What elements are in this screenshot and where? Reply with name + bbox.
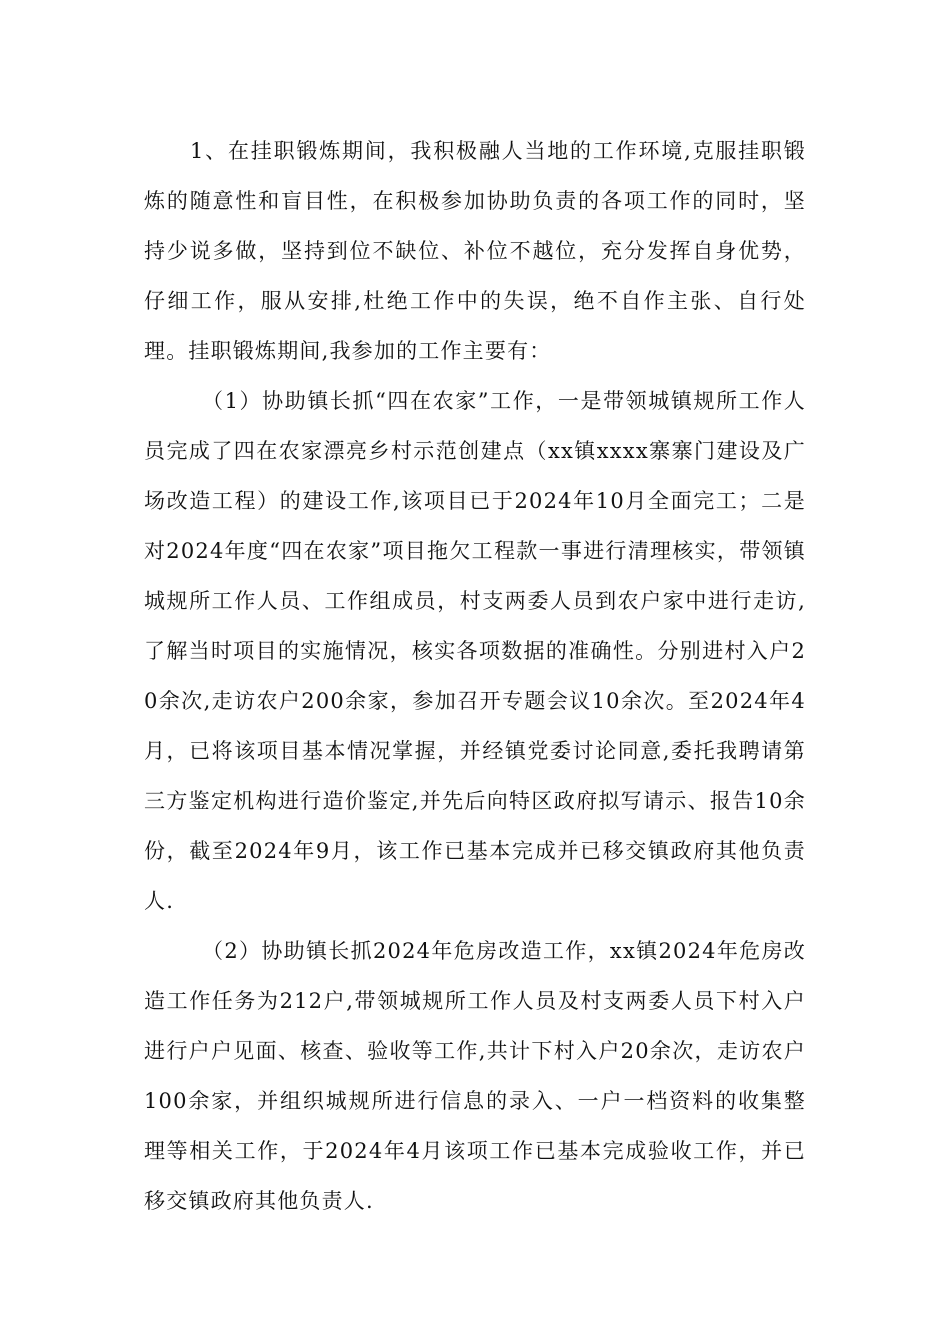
paragraph-2: （1）协助镇长抓“四在农家”工作，一是带领城镇规所工作人员完成了四在农家漂亮乡村示范创建点（xx镇xxxx寨寨门建设及广场改造工程）的建设工作,该项目已于2024年10月全面完工；二是对2024年度“四在农家”项目拖欠工程款一事进行清理核实，带领镇城规所工作人员、工作组成员，村支两委人员到农户家中进行走访,了解当时项目的实施情况，核实各项数据的准确性。分别进村入户20余次,走访农户200余家，参加召开专题会议10余次。至2024年4月，已将该项目基本情况掌握，并经镇党委讨论同意,委托我聘请第三方鉴定机构进行造价鉴定,并先后向特区政府拟写请示、报告10余份，截至2024年9月，该工作已基本完成并已移交镇政府其他负责人. — [144, 389, 806, 913]
paragraph-3: （2）协助镇长抓2024年危房改造工作，xx镇2024年危房改造工作任务为212户,带领城规所工作人员及村支两委人员下村入户进行户户见面、核查、验收等工作,共计下村入户20余次，走访农户100余家，并组织城规所进行信息的录入、一户一档资料的收集整理等相关工作，于2024年4月该项工作已基本完成验收工作，并已移交镇政府其他负责人. — [144, 939, 806, 1213]
document-body — [144, 126, 806, 1226]
paragraph-1: 1、在挂职锻炼期间，我积极融人当地的工作环境,克服挂职锻炼的随意性和盲目性，在积极参加协助负责的各项工作的同时，坚持少说多做，坚持到位不缺位、补位不越位，充分发挥自身优势，仔细工作，服从安排,杜绝工作中的失误，绝不自作主张、自行处理。挂职锻炼期间,我参加的工作主要有： — [144, 139, 806, 363]
